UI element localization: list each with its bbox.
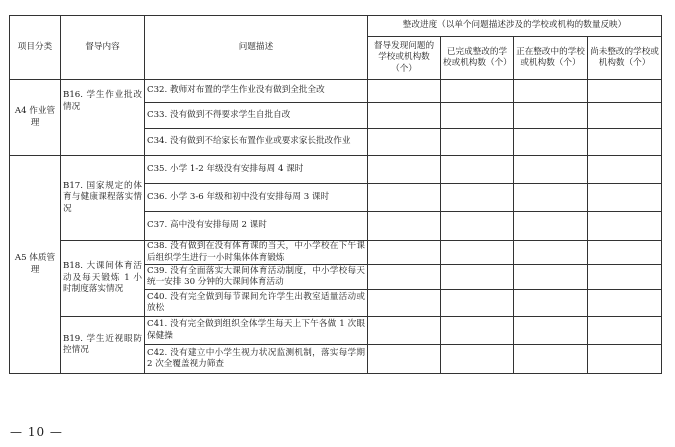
item-b16: B16. 学生作业批改情况 bbox=[61, 80, 145, 156]
cell-in-progress[interactable] bbox=[514, 317, 588, 345]
header-problem: 问题描述 bbox=[145, 16, 368, 80]
cell-not-started[interactable] bbox=[588, 212, 662, 241]
cell-completed[interactable] bbox=[441, 156, 514, 184]
category-a5: A5 体质管理 bbox=[10, 156, 61, 374]
cell-in-progress[interactable] bbox=[514, 80, 588, 103]
cell-not-started[interactable] bbox=[588, 241, 662, 265]
item-b19: B19. 学生近视眼防控情况 bbox=[61, 317, 145, 374]
problem-c42: C42. 没有建立中小学生视力状况监测机制，落实每学期 2 次全覆盖视力筛查 bbox=[145, 345, 368, 374]
cell-completed[interactable] bbox=[441, 345, 514, 374]
problem-c38: C38. 没有做到在没有体育课的当天，中小学校在下午课后组织学生进行一小时集体体育锻炼 bbox=[145, 241, 368, 265]
cell-not-started[interactable] bbox=[588, 103, 662, 129]
header-in-progress: 正在整改中的学校或机构数（个） bbox=[514, 37, 588, 80]
cell-found[interactable] bbox=[368, 129, 441, 156]
cell-found[interactable] bbox=[368, 156, 441, 184]
cell-completed[interactable] bbox=[441, 184, 514, 212]
cell-not-started[interactable] bbox=[588, 265, 662, 290]
problem-c32: C32. 教师对布置的学生作业没有做到全批全改 bbox=[145, 80, 368, 103]
cell-completed[interactable] bbox=[441, 103, 514, 129]
cell-not-started[interactable] bbox=[588, 156, 662, 184]
page-number: — 10 — bbox=[10, 425, 63, 439]
cell-in-progress[interactable] bbox=[514, 290, 588, 317]
problem-c35: C35. 小学 1-2 年级没有安排每周 4 课时 bbox=[145, 156, 368, 184]
table-row bbox=[10, 156, 662, 184]
table-row bbox=[10, 80, 662, 103]
cell-in-progress[interactable] bbox=[514, 241, 588, 265]
cell-in-progress[interactable] bbox=[514, 129, 588, 156]
cell-completed[interactable] bbox=[441, 241, 514, 265]
cell-in-progress[interactable] bbox=[514, 212, 588, 241]
problem-c37: C37. 高中没有安排每周 2 课时 bbox=[145, 212, 368, 241]
category-a4: A4 作业管理 bbox=[10, 80, 61, 156]
cell-completed[interactable] bbox=[441, 265, 514, 290]
table-row bbox=[10, 317, 662, 345]
cell-found[interactable] bbox=[368, 80, 441, 103]
cell-completed[interactable] bbox=[441, 290, 514, 317]
problem-c33: C33. 没有做到不得要求学生自批自改 bbox=[145, 103, 368, 129]
cell-in-progress[interactable] bbox=[514, 156, 588, 184]
cell-in-progress[interactable] bbox=[514, 184, 588, 212]
header-supervision: 督导内容 bbox=[61, 16, 145, 80]
header-completed: 已完成整改的学校或机构数（个） bbox=[441, 37, 514, 80]
cell-found[interactable] bbox=[368, 345, 441, 374]
cell-found[interactable] bbox=[368, 241, 441, 265]
item-b18: B18. 大课间体育活动及每天锻炼 1 小时制度落实情况 bbox=[61, 241, 145, 317]
header-progress: 整改进度（以单个问题描述涉及的学校或机构的数量反映） bbox=[368, 16, 662, 37]
cell-found[interactable] bbox=[368, 317, 441, 345]
problem-c41: C41. 没有完全做到组织全体学生每天上下午各做 1 次眼保健操 bbox=[145, 317, 368, 345]
cell-completed[interactable] bbox=[441, 317, 514, 345]
cell-found[interactable] bbox=[368, 212, 441, 241]
cell-not-started[interactable] bbox=[588, 184, 662, 212]
problem-c34: C34. 没有做到不给家长布置作业或要求家长批改作业 bbox=[145, 129, 368, 156]
cell-in-progress[interactable] bbox=[514, 345, 588, 374]
cell-found[interactable] bbox=[368, 265, 441, 290]
header-not-started: 尚未整改的学校或机构数（个） bbox=[588, 37, 662, 80]
item-b17: B17. 国家规定的体育与健康课程落实情况 bbox=[61, 156, 145, 241]
cell-found[interactable] bbox=[368, 103, 441, 129]
table-row bbox=[10, 241, 662, 265]
cell-not-started[interactable] bbox=[588, 129, 662, 156]
cell-not-started[interactable] bbox=[588, 317, 662, 345]
cell-not-started[interactable] bbox=[588, 80, 662, 103]
cell-in-progress[interactable] bbox=[514, 265, 588, 290]
cell-completed[interactable] bbox=[441, 80, 514, 103]
header-category: 项目分类 bbox=[10, 16, 61, 80]
inspection-table bbox=[9, 15, 662, 374]
cell-found[interactable] bbox=[368, 290, 441, 317]
problem-c36: C36. 小学 3-6 年级和初中没有安排每周 3 课时 bbox=[145, 184, 368, 212]
cell-completed[interactable] bbox=[441, 129, 514, 156]
cell-in-progress[interactable] bbox=[514, 103, 588, 129]
cell-found[interactable] bbox=[368, 184, 441, 212]
problem-c39: C39. 没有全面落实大课间体育活动制度，中小学校每天统一安排 30 分钟的大课间体育活动 bbox=[145, 265, 368, 290]
header-found: 督导发现问题的学校或机构数（个） bbox=[368, 37, 441, 80]
cell-not-started[interactable] bbox=[588, 290, 662, 317]
cell-not-started[interactable] bbox=[588, 345, 662, 374]
problem-c40: C40. 没有完全做到每节课间允许学生出教室适量活动或放松 bbox=[145, 290, 368, 317]
cell-completed[interactable] bbox=[441, 212, 514, 241]
